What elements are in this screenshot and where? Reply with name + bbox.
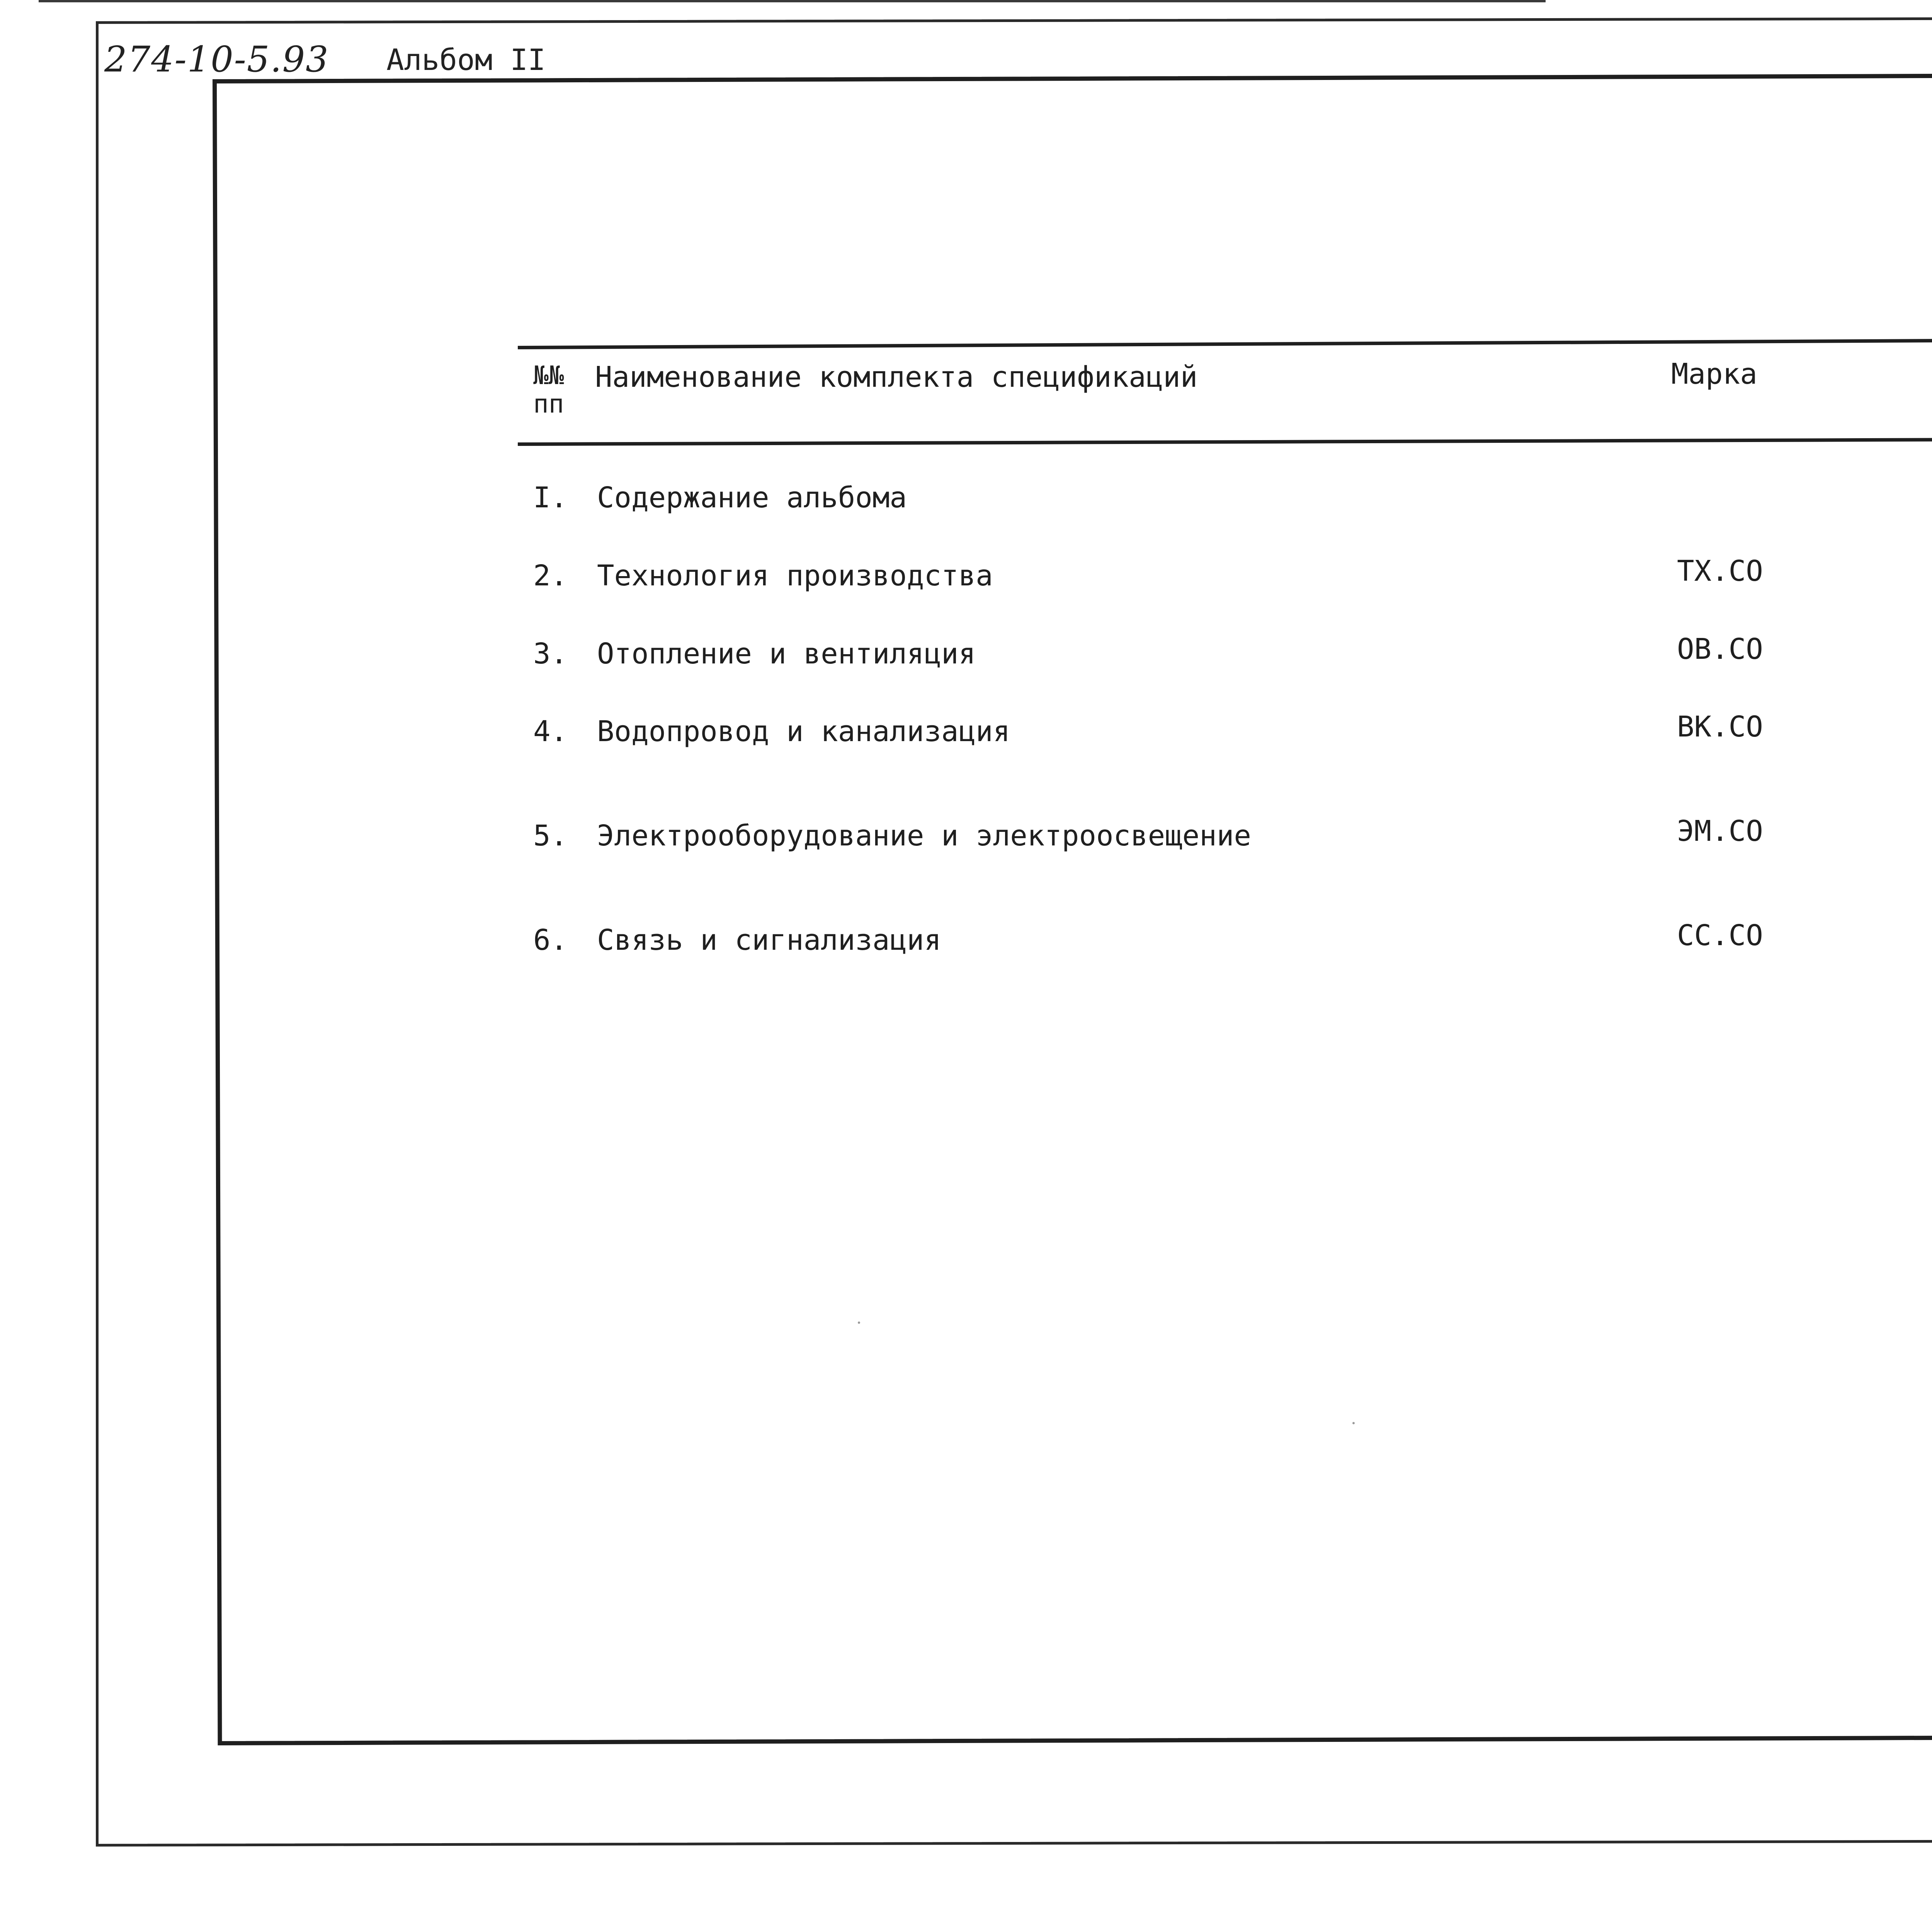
scan-top-edge xyxy=(39,0,1546,2)
table-row xyxy=(518,710,1932,761)
row-mark: СС.СО xyxy=(1677,919,1763,952)
table-row xyxy=(518,815,1932,866)
row-number: 4. xyxy=(533,715,568,748)
row-number: 3. xyxy=(533,637,568,670)
row-number: 2. xyxy=(533,559,568,592)
row-name: Содержание альбома xyxy=(597,481,907,514)
document-code: 274-10-5.93 xyxy=(104,39,329,80)
column-header-number-line1: №№ xyxy=(533,361,564,390)
table-row xyxy=(518,633,1932,684)
drawing-frame xyxy=(213,72,1932,1745)
row-name: Связь и сигнализация xyxy=(597,923,942,957)
column-header-number-line2: пп xyxy=(533,389,564,419)
table-row xyxy=(518,481,1932,527)
row-number: I. xyxy=(533,481,568,514)
table-row xyxy=(518,919,1932,970)
row-mark: ВК.СО xyxy=(1677,710,1763,743)
row-number: 6. xyxy=(533,923,568,957)
column-header-mark: Марка xyxy=(1671,357,1757,391)
row-name: Электрооборудование и электроосвещение xyxy=(597,819,1251,852)
scan-speck xyxy=(858,1321,860,1324)
row-name: Отопление и вентиляция xyxy=(597,637,976,670)
row-mark: ЭМ.СО xyxy=(1677,815,1763,848)
row-mark: ОВ.СО xyxy=(1677,633,1763,666)
row-number: 5. xyxy=(533,819,568,852)
album-label: Альбом II xyxy=(386,43,546,77)
row-name: Водопровод и канализация xyxy=(597,715,1010,748)
table-row xyxy=(518,554,1932,605)
row-name: Технология производства xyxy=(597,559,993,592)
column-header-name: Наименование комплекта спецификаций xyxy=(595,361,1198,394)
row-mark: ТХ.СО xyxy=(1677,554,1763,588)
scan-speck xyxy=(1352,1422,1355,1424)
column-header-number xyxy=(533,361,564,418)
